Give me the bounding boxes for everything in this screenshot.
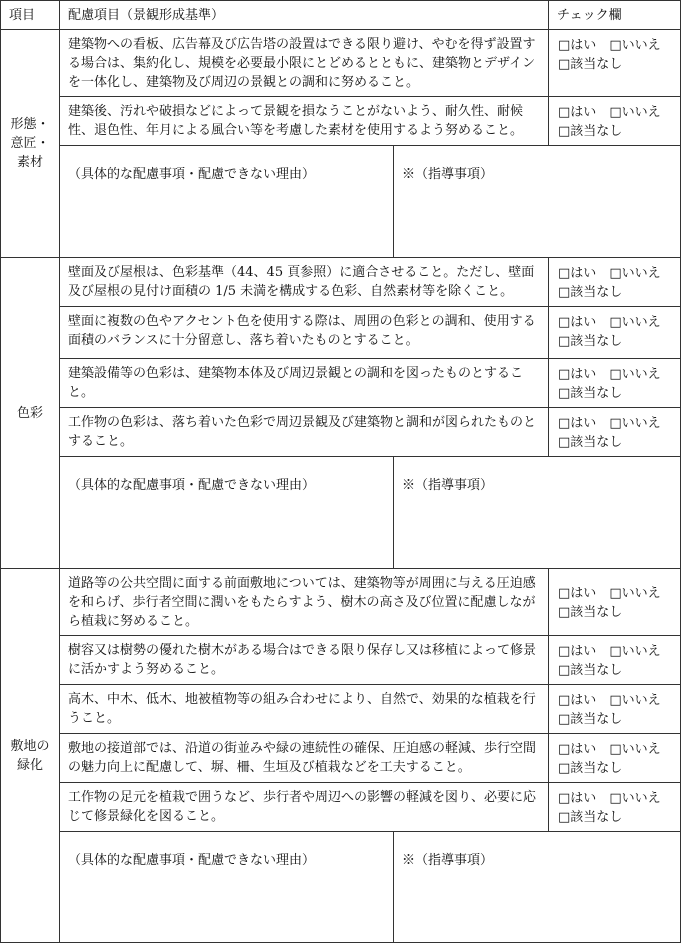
notes-row bbox=[1, 457, 681, 569]
guidance-label: ※（指導事項） bbox=[402, 167, 494, 182]
guidance-field[interactable] bbox=[394, 146, 681, 258]
header-category: 項目 bbox=[1, 1, 60, 30]
checkbox-na[interactable]: □該当なし bbox=[558, 386, 623, 401]
check-cell bbox=[549, 685, 681, 734]
check-cell bbox=[549, 734, 681, 783]
checkbox-yes[interactable]: □はい bbox=[558, 38, 597, 53]
item-text: 建築設備等の色彩は、建築物本体及び周辺景観との調和を図ったものとすること。 bbox=[60, 359, 549, 408]
checkbox-yes[interactable]: □はい bbox=[558, 416, 597, 431]
guidance-label: ※（指導事項） bbox=[402, 853, 494, 868]
guidance-field[interactable] bbox=[394, 832, 681, 943]
checkbox-no[interactable]: □いいえ bbox=[609, 742, 661, 757]
checkbox-yes[interactable]: □はい bbox=[558, 693, 597, 708]
category-site-greening bbox=[1, 569, 60, 943]
header-row bbox=[1, 1, 681, 30]
reason-label: （具体的な配慮事項・配慮できない理由） bbox=[68, 167, 316, 182]
checkbox-yes[interactable]: □はい bbox=[558, 367, 597, 382]
category-label: 形態・ 意匠・ 素材 bbox=[10, 117, 50, 170]
table-row bbox=[1, 783, 681, 832]
checkbox-no[interactable]: □いいえ bbox=[609, 586, 661, 601]
checkbox-yes[interactable]: □はい bbox=[558, 791, 597, 806]
checkbox-na[interactable]: □該当なし bbox=[558, 663, 623, 678]
checkbox-na[interactable]: □該当なし bbox=[558, 57, 623, 72]
checkbox-na[interactable]: □該当なし bbox=[558, 285, 623, 300]
checkbox-yes[interactable]: □はい bbox=[558, 315, 597, 330]
checkbox-na[interactable]: □該当なし bbox=[558, 435, 623, 450]
checkbox-na[interactable]: □該当なし bbox=[558, 605, 623, 620]
check-cell bbox=[549, 258, 681, 307]
checkbox-no[interactable]: □いいえ bbox=[609, 38, 661, 53]
table-row bbox=[1, 30, 681, 97]
table-row bbox=[1, 359, 681, 408]
check-cell bbox=[549, 97, 681, 146]
table-row bbox=[1, 258, 681, 307]
check-cell bbox=[549, 408, 681, 457]
header-item: 配慮項目（景観形成基準） bbox=[60, 1, 549, 30]
item-text: 樹容又は樹勢の優れた樹木がある場合はできる限り保存し又は移植によって修景に活かすよう努めること。 bbox=[60, 636, 549, 685]
check-cell bbox=[549, 636, 681, 685]
checkbox-no[interactable]: □いいえ bbox=[609, 105, 661, 120]
checkbox-na[interactable]: □該当なし bbox=[558, 124, 623, 139]
item-text: 壁面及び屋根は、色彩基準（44、45 頁参照）に適合させること。ただし、壁面及び屋根の見付け面積の 1/5 未満を構成する色彩、自然素材等を除くこと。 bbox=[60, 258, 549, 307]
item-text: 工作物の足元を植栽で囲うなど、歩行者や周辺への影響の軽減を図り、必要に応じて修景緑化を図ること。 bbox=[60, 783, 549, 832]
checkbox-no[interactable]: □いいえ bbox=[609, 693, 661, 708]
checkbox-no[interactable]: □いいえ bbox=[609, 266, 661, 281]
checkbox-no[interactable]: □いいえ bbox=[609, 315, 661, 330]
checkbox-yes[interactable]: □はい bbox=[558, 586, 597, 601]
reason-field[interactable] bbox=[60, 146, 394, 258]
checkbox-no[interactable]: □いいえ bbox=[609, 416, 661, 431]
checkbox-no[interactable]: □いいえ bbox=[609, 367, 661, 382]
category-label: 敷地の 緑化 bbox=[10, 738, 50, 773]
item-text: 工作物の色彩は、落ち着いた色彩で周辺景観及び建築物と調和が図られたものとすること。 bbox=[60, 408, 549, 457]
checkbox-no[interactable]: □いいえ bbox=[609, 791, 661, 806]
check-cell bbox=[549, 30, 681, 97]
checkbox-no[interactable]: □いいえ bbox=[609, 644, 661, 659]
item-text: 壁面に複数の色やアクセント色を使用する際は、周囲の色彩との調和、使用する面積のバランスに十分留意し、落ち着いたものとすること。 bbox=[60, 307, 549, 359]
table-row bbox=[1, 307, 681, 359]
checkbox-na[interactable]: □該当なし bbox=[558, 712, 623, 727]
checkbox-na[interactable]: □該当なし bbox=[558, 334, 623, 349]
checkbox-na[interactable]: □該当なし bbox=[558, 761, 623, 776]
check-cell bbox=[549, 359, 681, 408]
reason-label: （具体的な配慮事項・配慮できない理由） bbox=[68, 478, 316, 493]
check-cell bbox=[549, 569, 681, 636]
item-text: 敷地の接道部では、沿道の街並みや緑の連続性の確保、圧迫感の軽減、歩行空間の魅力向上に配慮して、塀、柵、生垣及び植栽などを工夫すること。 bbox=[60, 734, 549, 783]
reason-field[interactable] bbox=[60, 457, 394, 569]
table-row bbox=[1, 636, 681, 685]
guidance-field[interactable] bbox=[394, 457, 681, 569]
check-cell bbox=[549, 307, 681, 359]
check-cell bbox=[549, 783, 681, 832]
item-text: 高木、中木、低木、地被植物等の組み合わせにより、自然で、効果的な植栽を行うこと。 bbox=[60, 685, 549, 734]
checkbox-yes[interactable]: □はい bbox=[558, 266, 597, 281]
table-row bbox=[1, 569, 681, 636]
category-color bbox=[1, 258, 60, 569]
notes-row bbox=[1, 832, 681, 943]
item-text: 道路等の公共空間に面する前面敷地については、建築物等が周囲に与える圧迫感を和らげ、歩行者空間に潤いをもたらすよう、樹木の高さ及び位置に配慮しながら植栽に努めること。 bbox=[60, 569, 549, 636]
item-text: 建築物への看板、広告幕及び広告塔の設置はできる限り避け、やむを得ず設置する場合は、集約化し、規模を必要最小限にとどめるとともに、建築物とデザインを一体化し、建築物及び周辺の景観との調和に努めること。 bbox=[60, 30, 549, 97]
checkbox-yes[interactable]: □はい bbox=[558, 105, 597, 120]
table-row bbox=[1, 408, 681, 457]
category-label: 色彩 bbox=[16, 405, 43, 421]
header-check: チェック欄 bbox=[549, 1, 681, 30]
notes-row bbox=[1, 146, 681, 258]
reason-label: （具体的な配慮事項・配慮できない理由） bbox=[68, 853, 316, 868]
reason-field[interactable] bbox=[60, 832, 394, 943]
table-row bbox=[1, 734, 681, 783]
table-row bbox=[1, 685, 681, 734]
item-text: 建築後、汚れや破損などによって景観を損なうことがないよう、耐久性、耐候性、退色性、年月による風合い等を考慮した素材を使用するよう努めること。 bbox=[60, 97, 549, 146]
category-form-design-material bbox=[1, 30, 60, 258]
guidance-label: ※（指導事項） bbox=[402, 478, 494, 493]
checkbox-yes[interactable]: □はい bbox=[558, 742, 597, 757]
checkbox-yes[interactable]: □はい bbox=[558, 644, 597, 659]
table-row bbox=[1, 97, 681, 146]
checkbox-na[interactable]: □該当なし bbox=[558, 810, 623, 825]
